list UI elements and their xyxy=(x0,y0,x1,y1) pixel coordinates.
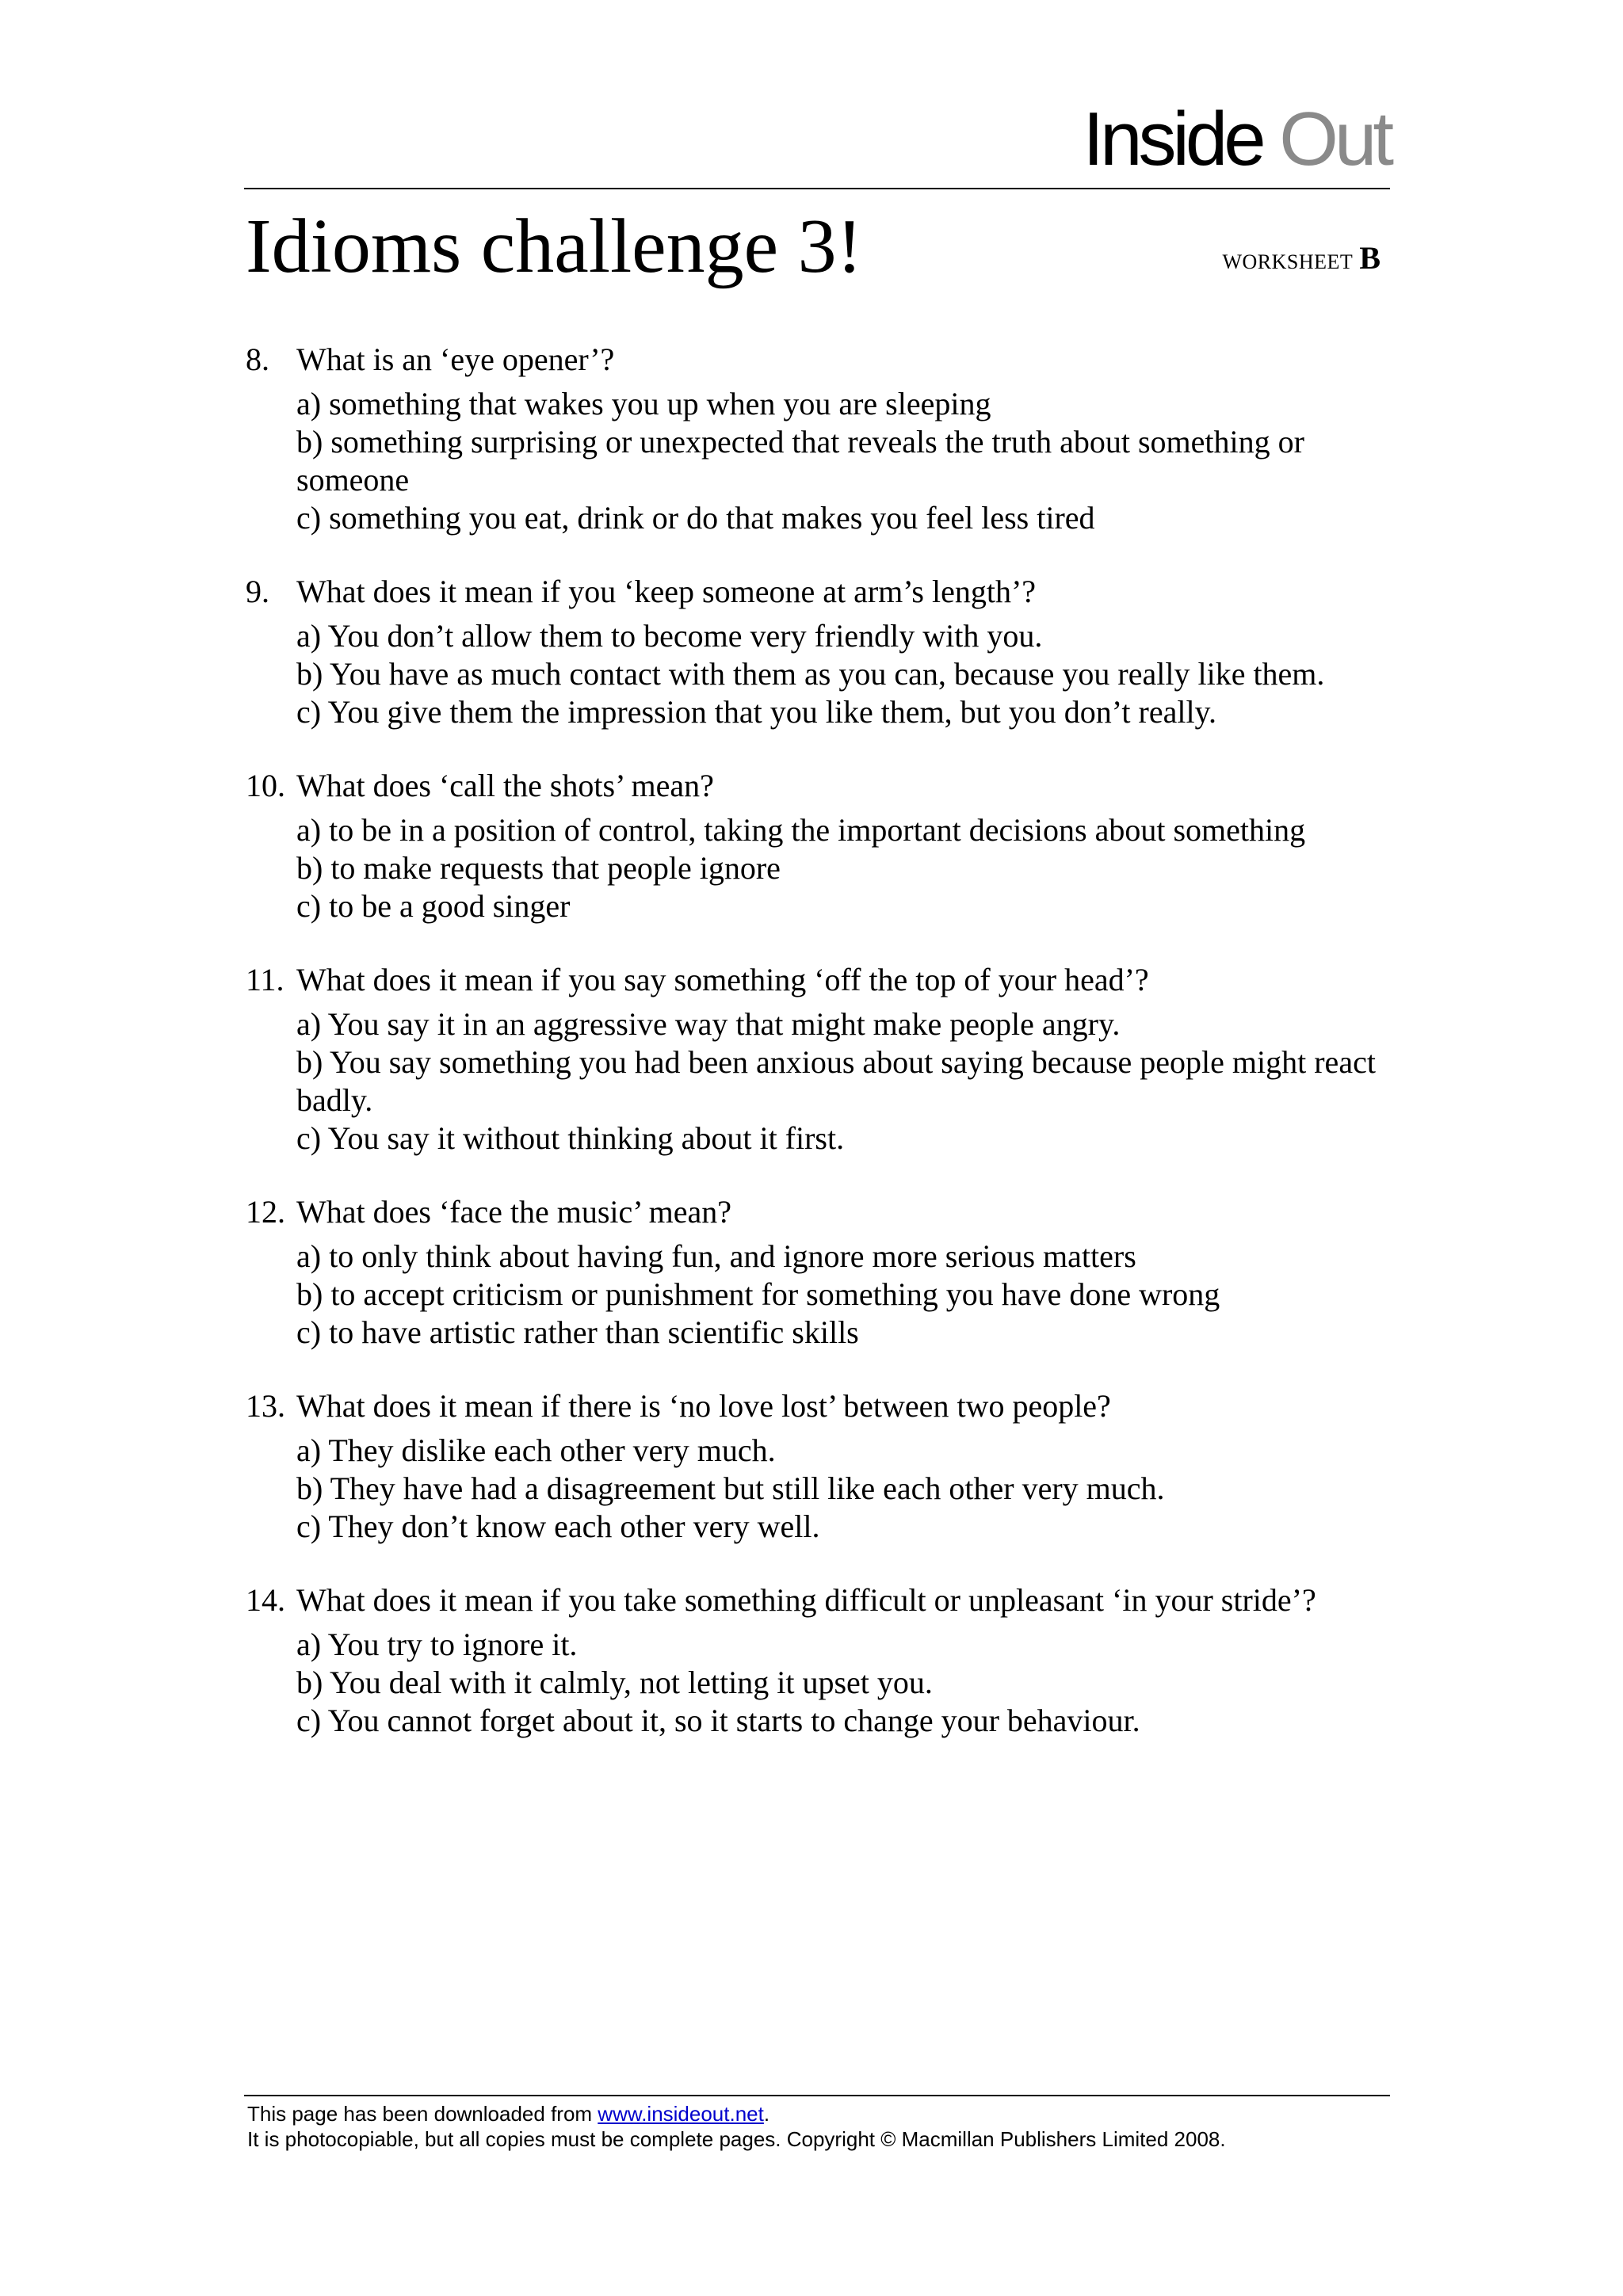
question-8 xyxy=(246,341,1387,537)
question-10 xyxy=(246,767,1387,925)
question-number: 9. xyxy=(246,574,269,609)
option-a: a) You say it in an aggressive way that might make people angry. xyxy=(296,1006,1121,1042)
option-list xyxy=(246,1432,1387,1546)
option-b: b) to make requests that people ignore xyxy=(296,850,781,886)
option-a: a) to only think about having fun, and ignore more serious matters xyxy=(296,1238,1136,1274)
question-number: 8. xyxy=(246,341,269,377)
worksheet-label xyxy=(1222,239,1381,277)
option-c: c) something you eat, drink or do that makes you feel less tired xyxy=(296,500,1095,536)
question-text: What does it mean if you take something difficult or unpleasant ‘in your stride’? xyxy=(296,1582,1316,1618)
question-number: 10. xyxy=(246,768,285,803)
page-title: Idioms challenge 3! xyxy=(246,204,863,289)
option-a: a) You try to ignore it. xyxy=(296,1627,578,1662)
question-number: 12. xyxy=(246,1194,285,1230)
option-list xyxy=(246,385,1387,537)
worksheet-letter: B xyxy=(1359,240,1381,276)
option-c: c) You give them the impression that you like them, but you don’t really. xyxy=(296,694,1216,730)
footer-divider xyxy=(244,2095,1390,2096)
question-number: 11. xyxy=(246,962,285,997)
question-text: What does it mean if there is ‘no love lost’ between two people? xyxy=(296,1388,1111,1424)
option-list xyxy=(246,1238,1387,1352)
option-a: a) something that wakes you up when you are sleeping xyxy=(296,386,991,421)
footer-download-text: This page has been downloaded from xyxy=(247,2102,598,2126)
question-12 xyxy=(246,1193,1387,1352)
option-list xyxy=(246,1626,1387,1740)
question-11 xyxy=(246,961,1387,1158)
footer-line-1 xyxy=(247,2101,1388,2126)
option-list xyxy=(246,1005,1387,1158)
option-a: a) They dislike each other very much. xyxy=(296,1432,776,1468)
question-text: What is an ‘eye opener’? xyxy=(296,341,615,377)
footer-period: . xyxy=(763,2102,770,2126)
question-list xyxy=(246,341,1387,1775)
question-text: What does ‘face the music’ mean? xyxy=(296,1194,731,1230)
brand-logo xyxy=(1083,97,1390,181)
page-footer xyxy=(247,2101,1388,2152)
option-b: b) to accept criticism or punishment for something you have done wrong xyxy=(296,1276,1220,1312)
question-number: 14. xyxy=(246,1582,285,1618)
option-b: b) They have had a disagreement but still like each other very much. xyxy=(296,1470,1165,1506)
option-c: c) You cannot forget about it, so it starts to change your behaviour. xyxy=(296,1703,1140,1738)
header-divider xyxy=(244,188,1390,189)
option-b: b) You have as much contact with them as you can, because you really like them. xyxy=(296,656,1325,692)
worksheet-label-text: WORKSHEET xyxy=(1222,250,1354,273)
footer-copyright: It is photocopiable, but all copies must be complete pages. Copyright © Macmillan Publishers Limited 2008. xyxy=(247,2127,1226,2151)
insideout-link[interactable]: www.insideout.net xyxy=(598,2102,764,2126)
option-a: a) to be in a position of control, taking the important decisions about something xyxy=(296,812,1306,848)
question-text: What does it mean if you say something ‘off the top of your head’? xyxy=(296,962,1149,997)
question-13 xyxy=(246,1387,1387,1546)
option-b: b) something surprising or unexpected that reveals the truth about something or someone xyxy=(296,424,1304,498)
option-a: a) You don’t allow them to become very friendly with you. xyxy=(296,618,1043,654)
option-c: c) to have artistic rather than scientific skills xyxy=(296,1314,859,1350)
option-c: c) You say it without thinking about it first. xyxy=(296,1120,845,1156)
option-list xyxy=(246,811,1387,925)
question-text: What does it mean if you ‘keep someone at arm’s length’? xyxy=(296,574,1037,609)
option-b: b) You deal with it calmly, not letting it upset you. xyxy=(296,1665,933,1700)
option-c: c) They don’t know each other very well. xyxy=(296,1508,820,1544)
question-9 xyxy=(246,573,1387,731)
question-14 xyxy=(246,1581,1387,1740)
option-list xyxy=(246,617,1387,731)
question-number: 13. xyxy=(246,1388,285,1424)
option-c: c) to be a good singer xyxy=(296,888,571,924)
option-b: b) You say something you had been anxious about saying because people might react badly. xyxy=(296,1044,1376,1118)
question-text: What does ‘call the shots’ mean? xyxy=(296,768,714,803)
brand-logo-out: Out xyxy=(1262,97,1390,181)
brand-logo-inside: Inside xyxy=(1083,97,1262,181)
